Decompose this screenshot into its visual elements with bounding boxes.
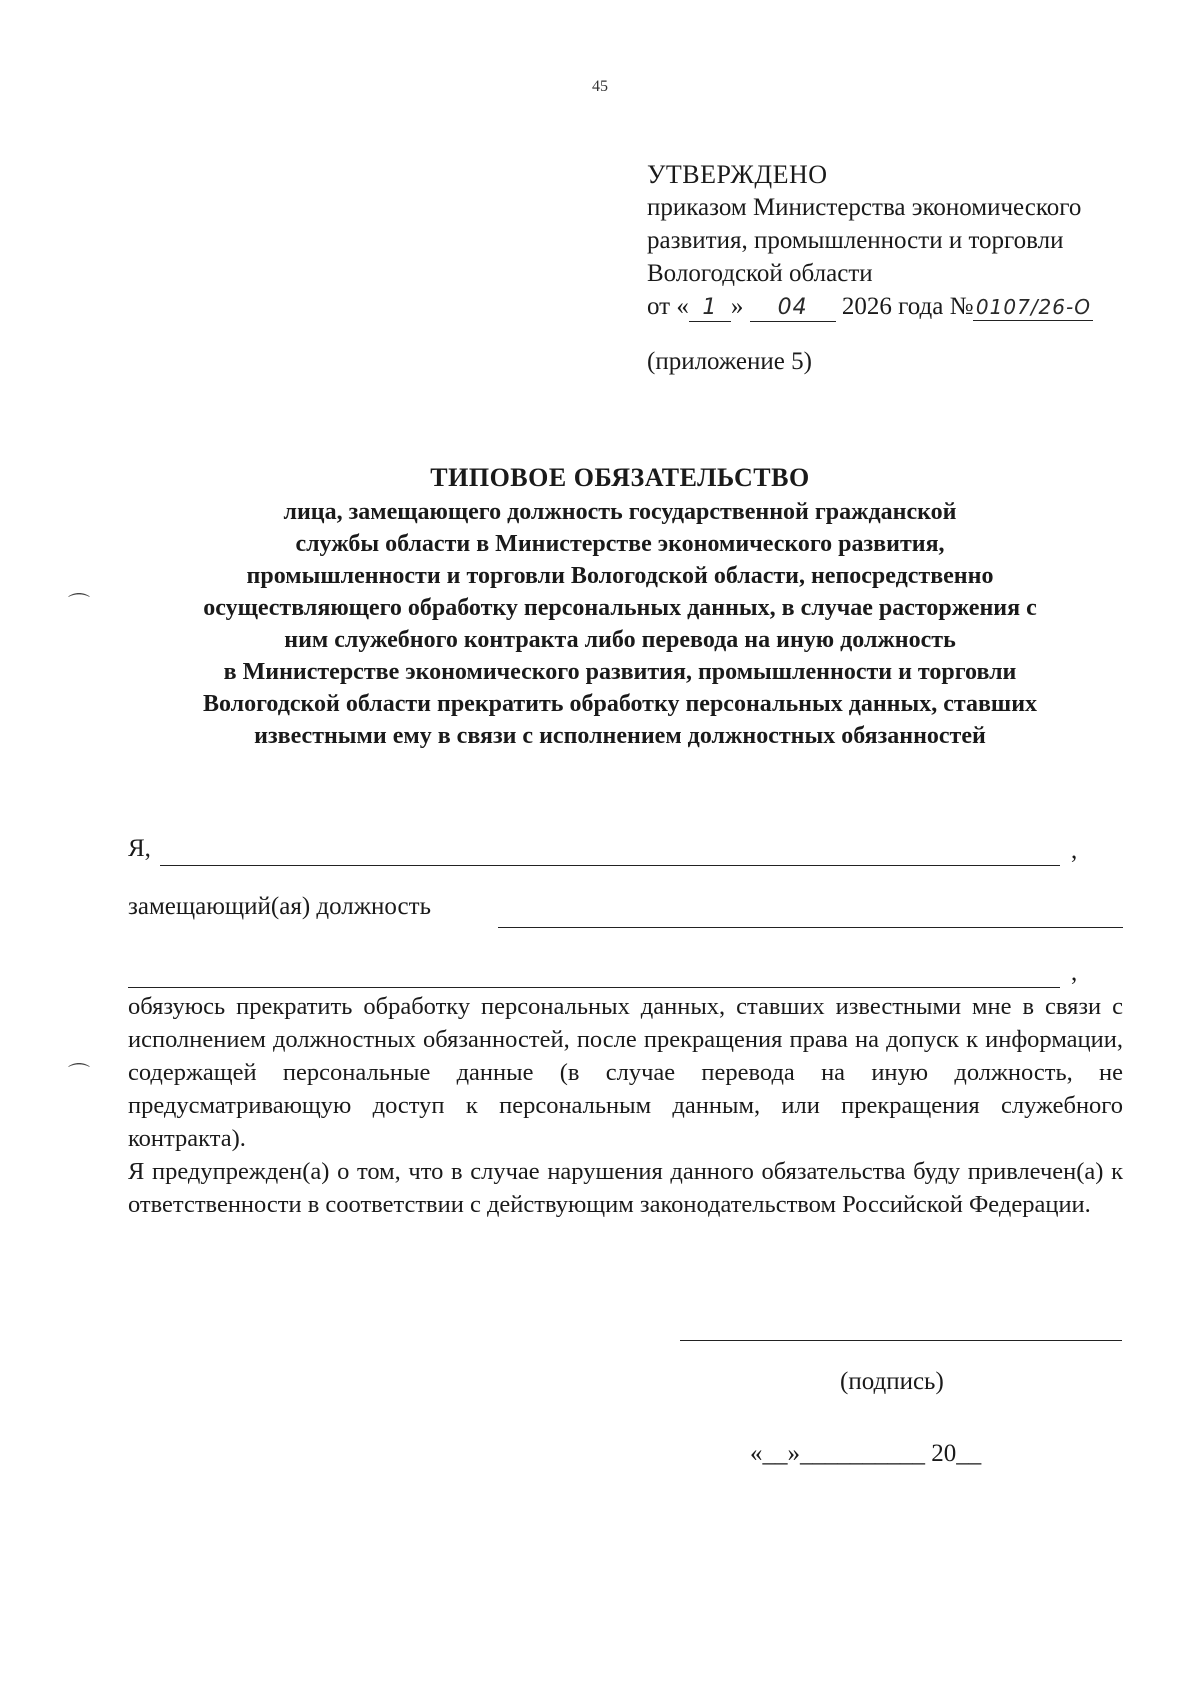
i-label: Я, [128, 835, 151, 862]
order-year-text: 2026 года № [841, 293, 974, 320]
document-title-block [120, 462, 1120, 752]
approval-line-2: развития, промышленности и торговли [647, 227, 1064, 254]
margin-tick-mark: ⌒ [68, 593, 91, 618]
name-row [128, 835, 1123, 875]
order-month: 04 [750, 295, 836, 322]
title-line: в Министерстве экономического развития, промышленности и торговли [223, 659, 1017, 685]
title-line: ним служебного контракта либо перевода на иную должность [284, 627, 956, 653]
name-comma: , [1071, 837, 1078, 864]
order-date-mid: » [730, 293, 744, 320]
obligation-body [128, 990, 1123, 1221]
order-day: 1 [689, 295, 731, 322]
title-line: лица, замещающего должность государственной гражданской [283, 499, 957, 525]
title-line: осуществляющего обработку персональных данных, в случае расторжения с [203, 595, 1037, 621]
order-number: 0107/26-О [973, 294, 1093, 321]
document-title: ТИПОВОЕ ОБЯЗАТЕЛЬСТВО [430, 463, 810, 492]
title-line: Вологодской области прекратить обработку персональных данных, ставших [202, 691, 1038, 717]
order-date-prefix: от « [647, 293, 689, 320]
approval-stamp-block [647, 158, 1187, 378]
position-continued-blank-line[interactable] [128, 987, 1060, 988]
position-label: замещающий(ая) должность [128, 893, 431, 920]
position-blank-line[interactable] [498, 927, 1123, 928]
title-line: промышленности и торговли Вологодской области, непосредственно [246, 563, 994, 589]
position-comma: , [1071, 959, 1078, 986]
signature-date-blank[interactable]: «__»__________ 20__ [750, 1440, 982, 1467]
full-name-blank-line[interactable] [160, 865, 1060, 866]
signature-blank-line[interactable] [680, 1340, 1122, 1341]
position-row [128, 893, 1123, 933]
signature-caption: (подпись) [840, 1368, 944, 1395]
warning-paragraph: Я предупрежден(а) о том, что в случае нарушения данного обязательства буду привлечен(а) к ответственности в соответствии с действующим законодательством Российской Федерации. [128, 1158, 1123, 1218]
approved-heading: УТВЕРЖДЕНО [647, 160, 828, 189]
margin-tick-mark: ⌒ [68, 1063, 91, 1088]
approval-line-3: Вологодской области [647, 260, 873, 287]
title-line: известными ему в связи с исполнением должностных обязанностей [254, 723, 986, 749]
order-date-number-line [647, 290, 1187, 323]
page-number: 45 [592, 78, 608, 95]
appendix-label: (приложение 5) [647, 348, 812, 375]
approval-line-1: приказом Министерства экономического [647, 194, 1082, 221]
obligation-paragraph: обязуюсь прекратить обработку персональных данных, ставших известными мне в связи с исполнением должностных обязанностей, после прекращения права на допуск к информации, содержащей персональные данные (в случае перевода на иную должность, не предусматривающую доступ к персональным данным, или прекращения служебного контракта). [128, 993, 1123, 1152]
title-line: службы области в Министерстве экономического развития, [295, 531, 945, 557]
